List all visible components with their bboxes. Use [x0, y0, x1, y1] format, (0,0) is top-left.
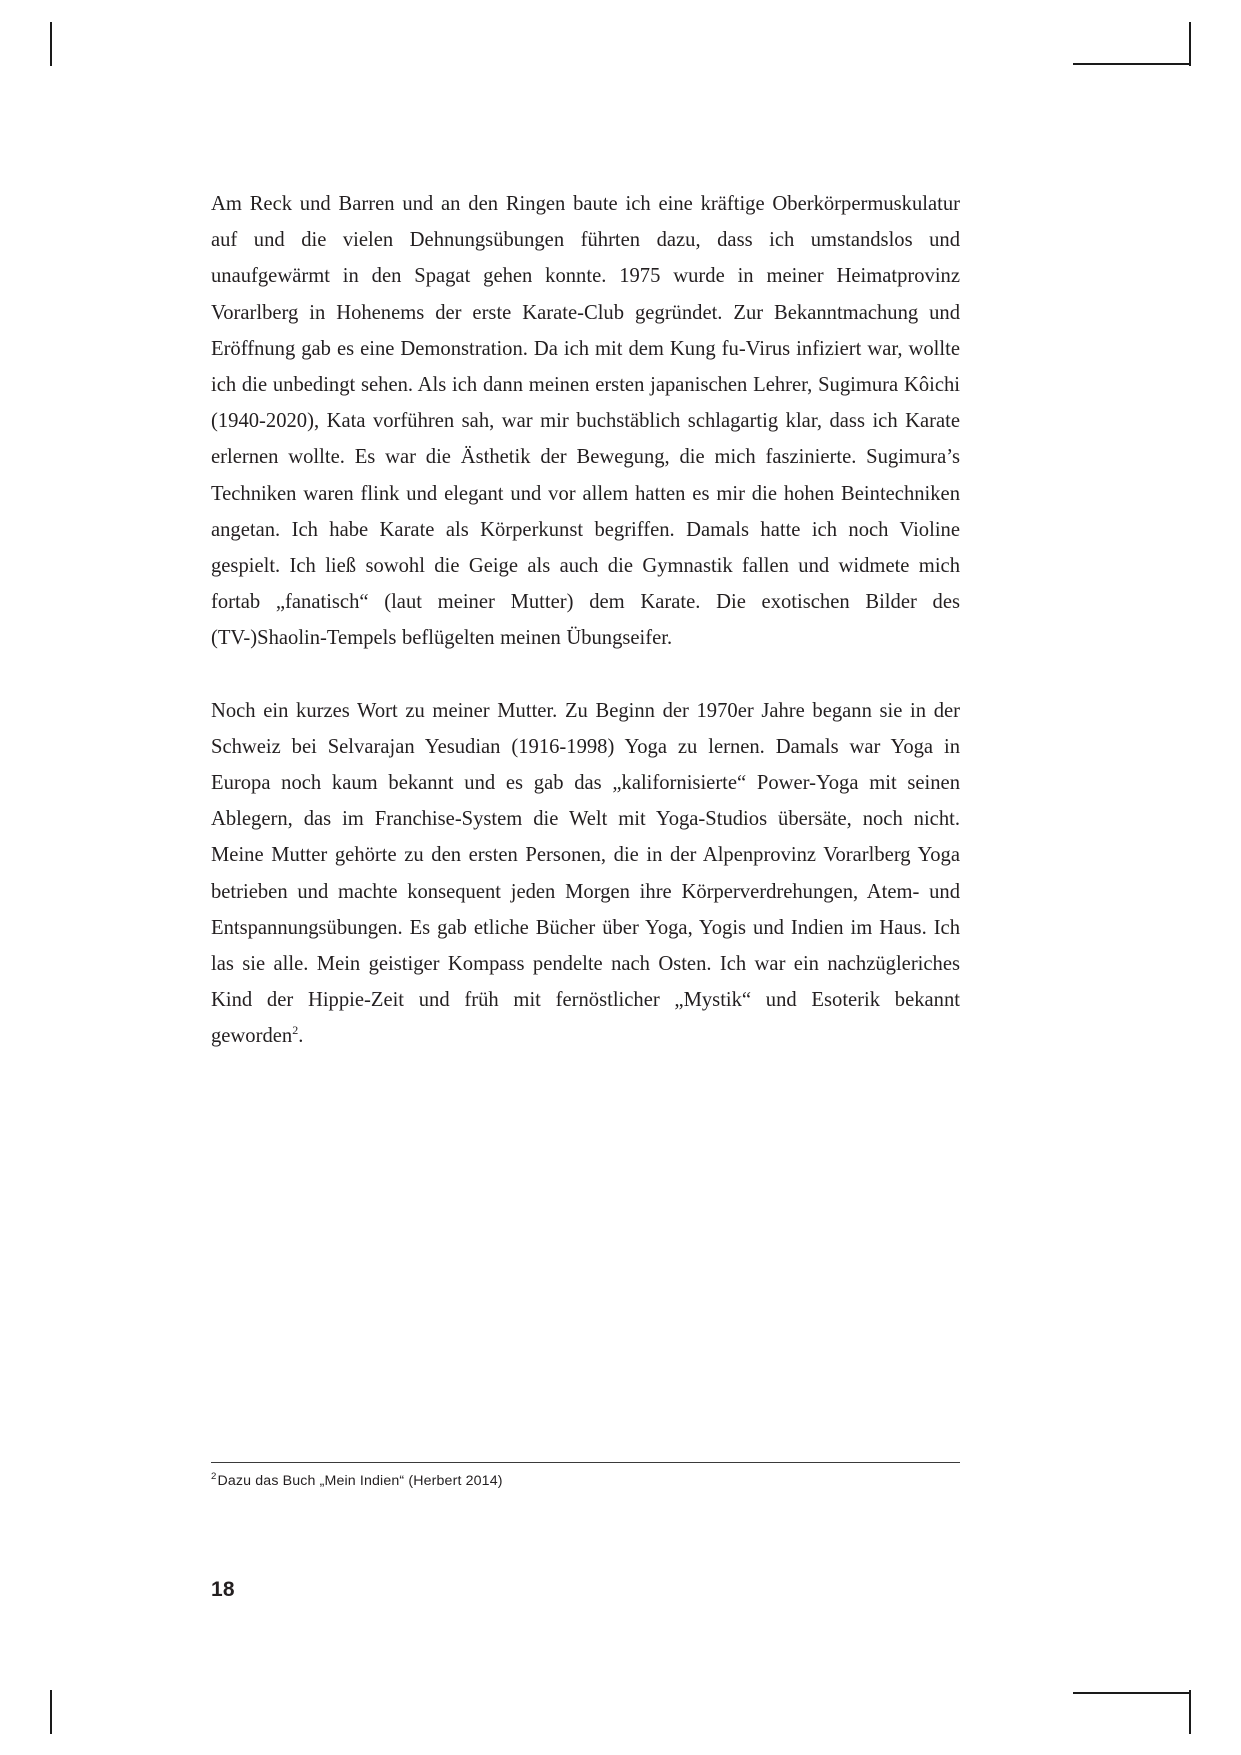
footnote-area — [211, 1462, 960, 1491]
crop-mark-top-right-icon — [1189, 22, 1191, 66]
footnote-entry — [211, 1472, 960, 1491]
text-column — [211, 186, 960, 1055]
crop-mark-bottom-left-icon — [50, 1690, 52, 1734]
body-paragraph-1: Am Reck und Barren und an den Ringen baute ich eine kräftige Oberkörpermuskulatur auf und die vielen Dehnungsübungen führten dazu, dass ich umstandslos und unaufgewärmt in den Spagat gehen konnte. 1975 wurde in meiner Heimatprovinz Vorarlberg in Hohenems der erste Karate-Club gegründet. Zur Bekanntmachung und Eröffnung gab es eine Demonstration. Da ich mit dem Kung fu-Virus infiziert war, wollte ich die unbedingt sehen. Als ich dann meinen ersten japanischen Lehrer, Sugimura Kôichi (1940-2020), Kata vorführen sah, war mir buchstäblich schlagartig klar, dass ich Karate erlernen wollte. Es war die Ästhetik der Bewegung, die mich faszinierte. Sugimura’s Techniken waren flink und elegant und vor allem hatten es mir die hohen Beintechniken angetan. Ich habe Karate als Körperkunst begriffen. Damals hatte ich noch Violine gespielt. Ich ließ sowohl die Geige als auch die Gymnastik fallen und widmete mich fortab „fanatisch“ (laut meiner Mutter) dem Karate. Die exotischen Bilder des (TV-)Shaolin-Tempels beflügelten meinen Übungseifer. — [211, 193, 960, 650]
body-paragraph-2-tail: . — [298, 1025, 304, 1048]
footnote-reference-marker[interactable]: 2 — [292, 1023, 299, 1038]
footnote-separator-rule — [211, 1462, 960, 1463]
crop-mark-top-right-horizontal-icon — [1073, 63, 1189, 65]
page-number: 18 — [211, 1578, 235, 1601]
crop-mark-bottom-right-horizontal-icon — [1073, 1692, 1189, 1694]
footnote-text: Dazu das Buch „Mein Indien“ (Herbert 2014) — [217, 1473, 503, 1489]
body-paragraph-2-text: Noch ein kurzes Wort zu meiner Mutter. Zu Beginn der 1970er Jahre begann sie in der Schweiz bei Selvarajan Yesudian (1916-1998) Yoga zu lernen. Damals war Yoga in Europa noch kaum bekannt und es gab das „kalifornisierte“ Power-Yoga mit seinen Ablegern, das im Franchise-System die Welt mit Yoga-Studios übersäte, noch nicht. Meine Mutter gehörte zu den ersten Personen, die in der Alpenprovinz Vorarlberg Yoga betrieben und machte konsequent jeden Morgen ihre Körperverdrehungen, Atem- und Entspannungsübungen. Es gab etliche Bücher über Yoga, Yogis und Indien im Haus. Ich las sie alle. Mein geistiger Kompass pendelte nach Osten. Ich war ein nachzügleriches Kind der Hippie-Zeit und früh mit fernöstlicher „Mystik“ und Esoterik bekannt geworden — [211, 699, 960, 1048]
body-paragraph-2 — [211, 693, 960, 1055]
footnote-number: 2 — [211, 1471, 217, 1483]
crop-mark-top-left-icon — [50, 22, 52, 66]
crop-mark-bottom-right-icon — [1189, 1690, 1191, 1734]
